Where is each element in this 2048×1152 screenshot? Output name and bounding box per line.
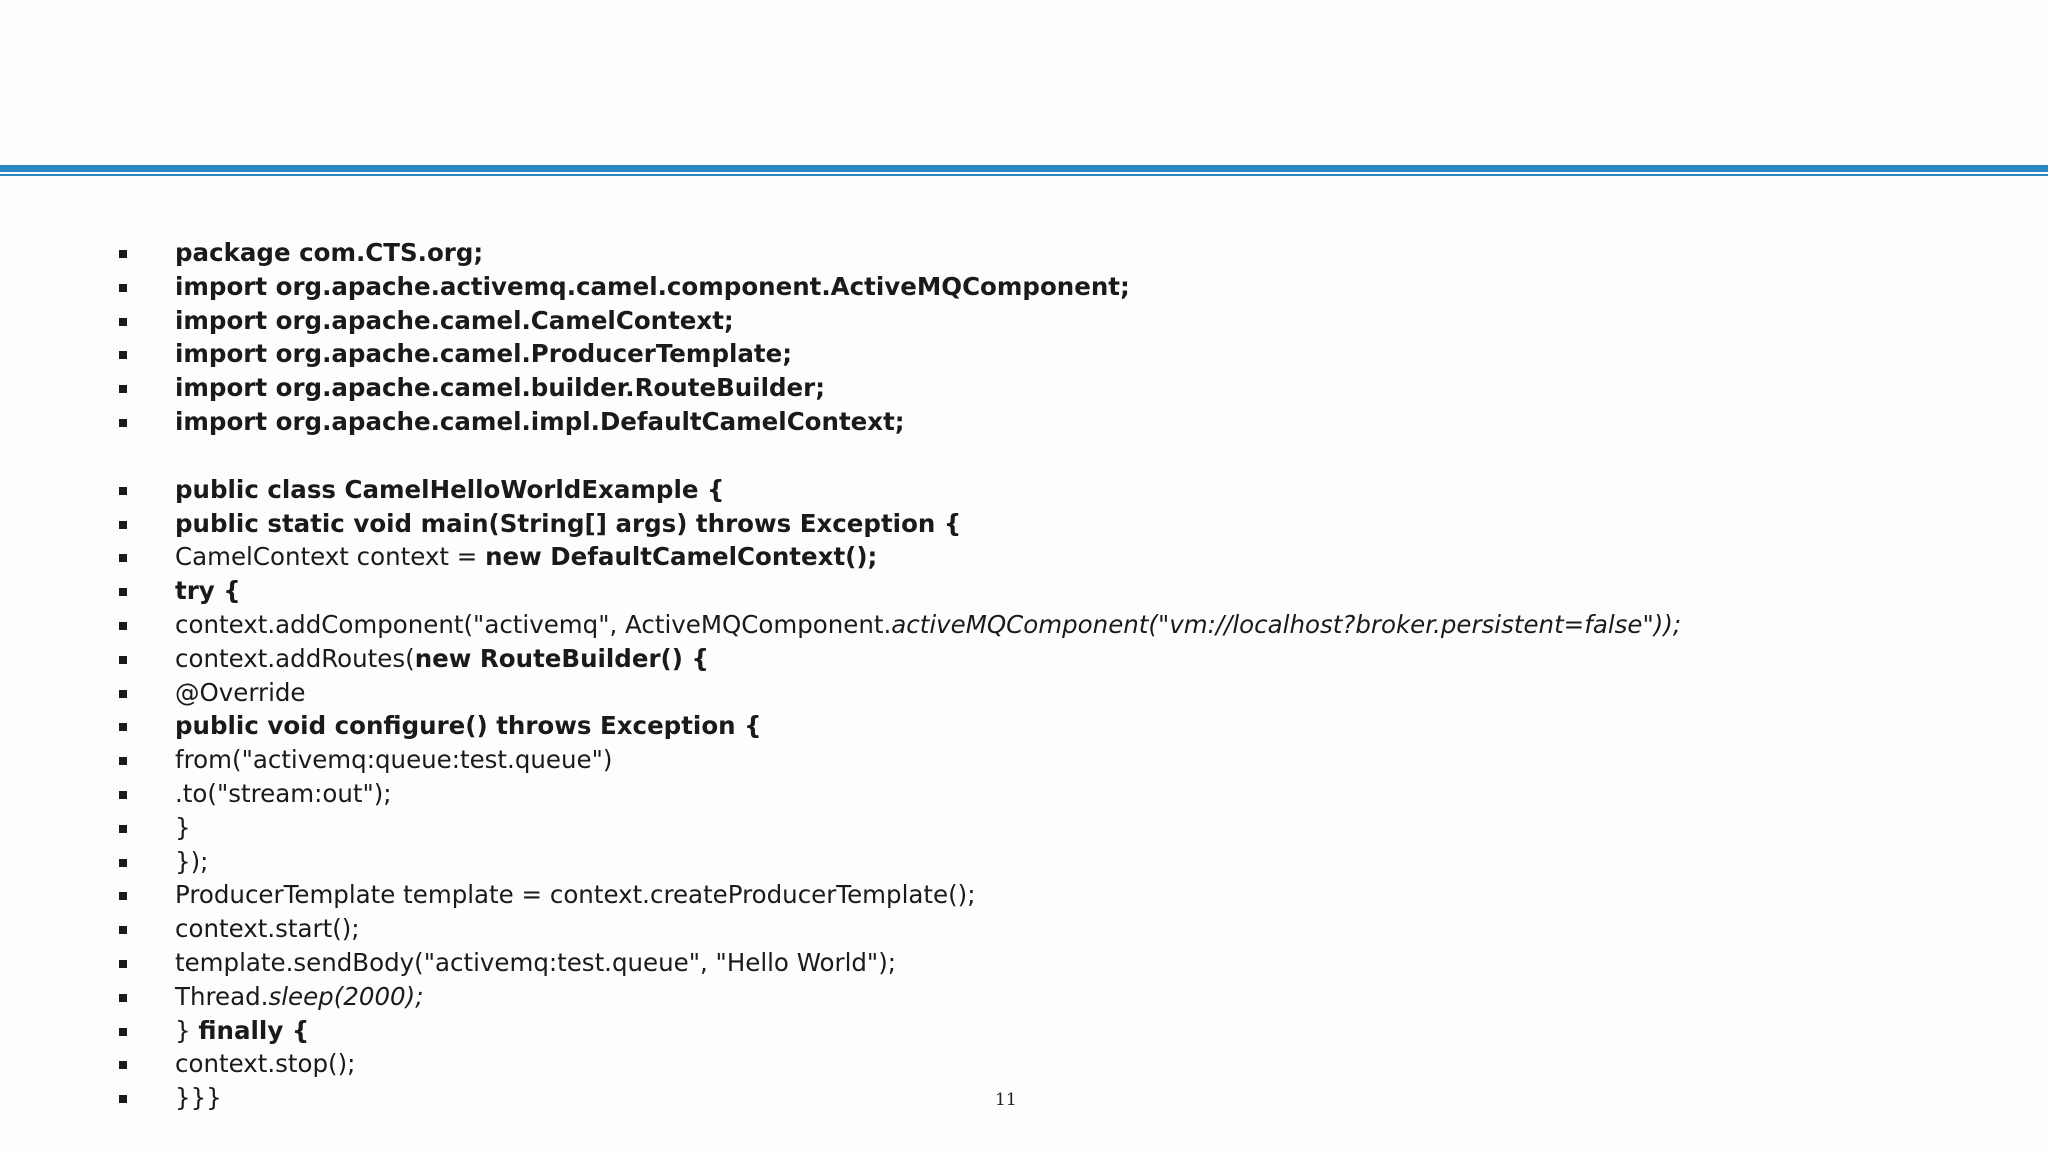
code-line: [0, 236, 2048, 270]
code-line-text: import org.apache.camel.impl.DefaultCamelContext;: [175, 406, 905, 436]
square-bullet-icon: [119, 656, 127, 664]
square-bullet-icon: [119, 791, 127, 799]
code-line: [0, 777, 2048, 811]
code-line-text: template.sendBody("activemq:test.queue", "Hello World");: [175, 947, 897, 977]
square-bullet-icon: [119, 825, 127, 833]
code-line: [0, 574, 2048, 608]
square-bullet-icon: [119, 351, 127, 359]
code-line: [0, 304, 2048, 338]
square-bullet-icon: [119, 521, 127, 529]
code-line: [0, 507, 2048, 541]
code-line: [0, 709, 2048, 743]
code-line-text: try {: [175, 576, 241, 606]
code-line: [0, 1081, 2048, 1115]
square-bullet-icon: [119, 385, 127, 393]
code-line-text: context.addRoutes(new RouteBuilder() {: [175, 643, 709, 673]
code-line: [0, 405, 2048, 439]
code-line-text: import org.apache.camel.builder.RouteBuilder;: [175, 373, 826, 403]
square-bullet-icon: [119, 284, 127, 292]
code-line: [0, 608, 2048, 642]
code-line: [0, 337, 2048, 371]
code-line-text: .to("stream:out");: [175, 778, 392, 808]
header-accent-rule-thin: [0, 174, 2048, 176]
code-line: [0, 845, 2048, 879]
code-line-text: import org.apache.camel.CamelContext;: [175, 305, 734, 335]
square-bullet-icon: [119, 622, 127, 630]
code-line-text: import org.apache.activemq.camel.component.ActiveMQComponent;: [175, 271, 1130, 301]
square-bullet-icon: [119, 994, 127, 1002]
square-bullet-icon: [119, 1028, 127, 1036]
code-line: [0, 980, 2048, 1014]
code-line-text: CamelContext context = new DefaultCamelContext();: [175, 542, 878, 572]
code-line: [0, 878, 2048, 912]
square-bullet-icon: [119, 318, 127, 326]
code-line: [0, 270, 2048, 304]
square-bullet-icon: [119, 250, 127, 258]
code-line-text: }: [175, 812, 191, 842]
code-bullet-list: [0, 236, 2048, 1115]
code-line: [0, 912, 2048, 946]
code-line-text: Thread.sleep(2000);: [175, 981, 424, 1011]
blank-line-spacer: [0, 439, 2048, 473]
square-bullet-icon: [119, 487, 127, 495]
code-line: [0, 676, 2048, 710]
square-bullet-icon: [119, 690, 127, 698]
code-line-text: context.start();: [175, 914, 360, 944]
code-line-text: public void configure() throws Exception {: [175, 711, 762, 741]
code-line-text: ProducerTemplate template = context.createProducerTemplate();: [175, 880, 976, 910]
header-accent-rule: [0, 165, 2048, 172]
square-bullet-icon: [119, 960, 127, 968]
code-line-text: @Override: [175, 677, 306, 707]
code-line-text: import org.apache.camel.ProducerTemplate;: [175, 339, 793, 369]
code-line-text: context.stop();: [175, 1049, 356, 1079]
square-bullet-icon: [119, 859, 127, 867]
code-line-text: public static void main(String[] args) throws Exception {: [175, 508, 962, 538]
code-line: [0, 642, 2048, 676]
code-line: [0, 1047, 2048, 1081]
square-bullet-icon: [119, 723, 127, 731]
code-line-text: context.addComponent("activemq", ActiveMQComponent.activeMQComponent("vm://localhost?broker.persistent=false"));: [175, 609, 1682, 639]
square-bullet-icon: [119, 1095, 127, 1103]
code-line: [0, 946, 2048, 980]
code-line-text: });: [175, 846, 209, 876]
square-bullet-icon: [119, 892, 127, 900]
square-bullet-icon: [119, 419, 127, 427]
code-line: [0, 473, 2048, 507]
code-line: [0, 540, 2048, 574]
code-line: [0, 743, 2048, 777]
square-bullet-icon: [119, 588, 127, 596]
code-line-text: }}}: [175, 1083, 222, 1113]
code-line: [0, 1014, 2048, 1048]
page-number: 11: [995, 1090, 1017, 1110]
code-line-text: from("activemq:queue:test.queue"): [175, 745, 613, 775]
code-line: [0, 811, 2048, 845]
code-line-text: package com.CTS.org;: [175, 238, 484, 267]
square-bullet-icon: [119, 1061, 127, 1069]
code-line: [0, 371, 2048, 405]
square-bullet-icon: [119, 554, 127, 562]
code-line-text: } finally {: [175, 1015, 310, 1045]
square-bullet-icon: [119, 926, 127, 934]
code-line-text: public class CamelHelloWorldExample {: [175, 474, 725, 504]
square-bullet-icon: [119, 757, 127, 765]
